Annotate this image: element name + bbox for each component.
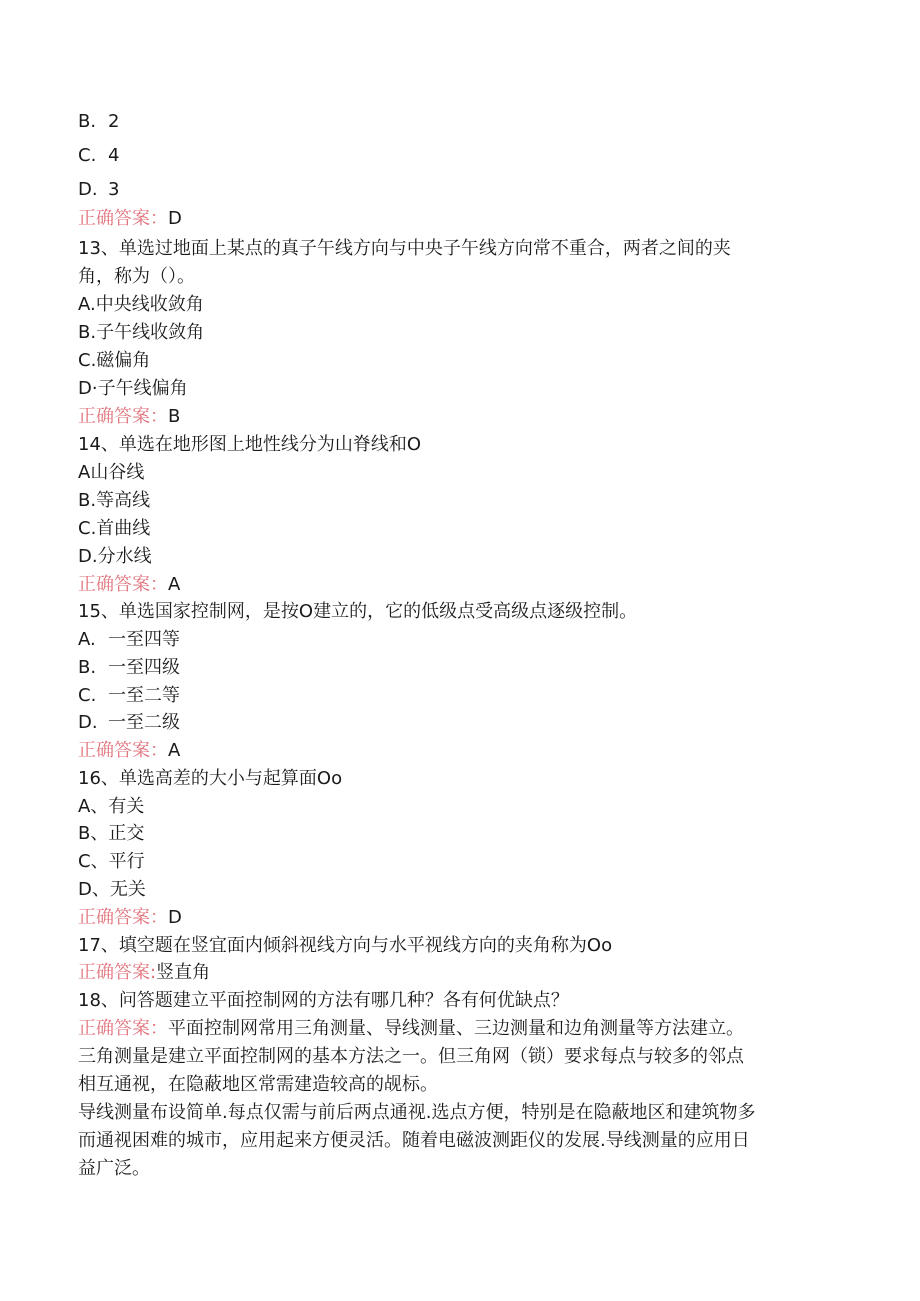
q15-option-a: A. 一至四等 [78,629,180,650]
q16-option-c: C、平行 [78,851,145,872]
q14-option-c: C.首曲线 [78,518,151,539]
q12-option-d: D. 3 [78,179,120,200]
q17-stem: 17、填空题在竖宜面内倾斜视线方向与水平视线方向的夹角称为Oo [78,935,613,956]
q14-option-a: A山谷线 [78,462,145,483]
q14-option-b: B.等高线 [78,490,151,511]
q14-stem: 14、单选在地形图上地性线分为山脊线和O [78,434,422,455]
q16-stem: 16、单选高差的大小与起算面Oo [78,768,343,789]
q15-answer: 正确答案：A [78,740,181,761]
q14-option-d: D.分水线 [78,546,152,567]
q13-option-c: C.磁偏角 [78,350,151,371]
q13-option-a: A.中央线收敛角 [78,294,204,315]
q16-answer: 正确答案：D [78,907,182,928]
q13-stem-line1: 13、单选过地面上某点的真子午线方向与中央子午线方向常不重合，两者之间的夹 [78,238,731,259]
q15-option-c: C. 一至二等 [78,685,180,706]
q16-option-b: B、正交 [78,823,145,844]
q17-answer: 正确答案:竖直角 [78,962,211,983]
q18-body-line: 导线测量布设简单.每点仅需与前后两点通视.选点方便，特别是在隐蔽地区和建筑物多 [78,1102,756,1123]
q12-option-b: B. 2 [78,111,120,132]
q18-answer: 正确答案：平面控制网常用三角测量、导线测量、三边测量和边角测量等方法建立。 [78,1018,744,1039]
q13-option-d: D·子午线偏角 [78,378,188,399]
q15-option-d: D. 一至二级 [78,712,180,733]
q13-answer: 正确答案：B [78,406,181,427]
q16-option-d: D、无关 [78,879,146,900]
q16-option-a: A、有关 [78,796,145,817]
q14-answer: 正确答案：A [78,574,181,595]
q12-answer: 正确答案：D [78,208,182,229]
q12-option-c: C. 4 [78,145,120,166]
q13-stem-line2: 角，称为（）。 [78,266,195,287]
q18-body-line: 益广泛。 [78,1158,150,1179]
q15-stem: 15、单选国家控制网，是按O建立的，它的低级点受高级点逐级控制。 [78,601,638,622]
q18-stem: 18、问答题建立平面控制网的方法有哪几种？各有何优缺点？ [78,990,569,1011]
q15-option-b: B. 一至四级 [78,657,180,678]
q18-body-line: 而通视困难的城市，应用起来方便灵活。随着电磁波测距仪的发展.导线测量的应用日 [78,1130,750,1151]
q18-body-line: 相互通视，在隐蔽地区常需建造较高的觇标。 [78,1074,438,1095]
q18-body-line: 三角测量是建立平面控制网的基本方法之一。但三角网（锁）要求每点与较多的邻点 [78,1046,744,1067]
q13-option-b: B.子午线收敛角 [78,322,205,343]
